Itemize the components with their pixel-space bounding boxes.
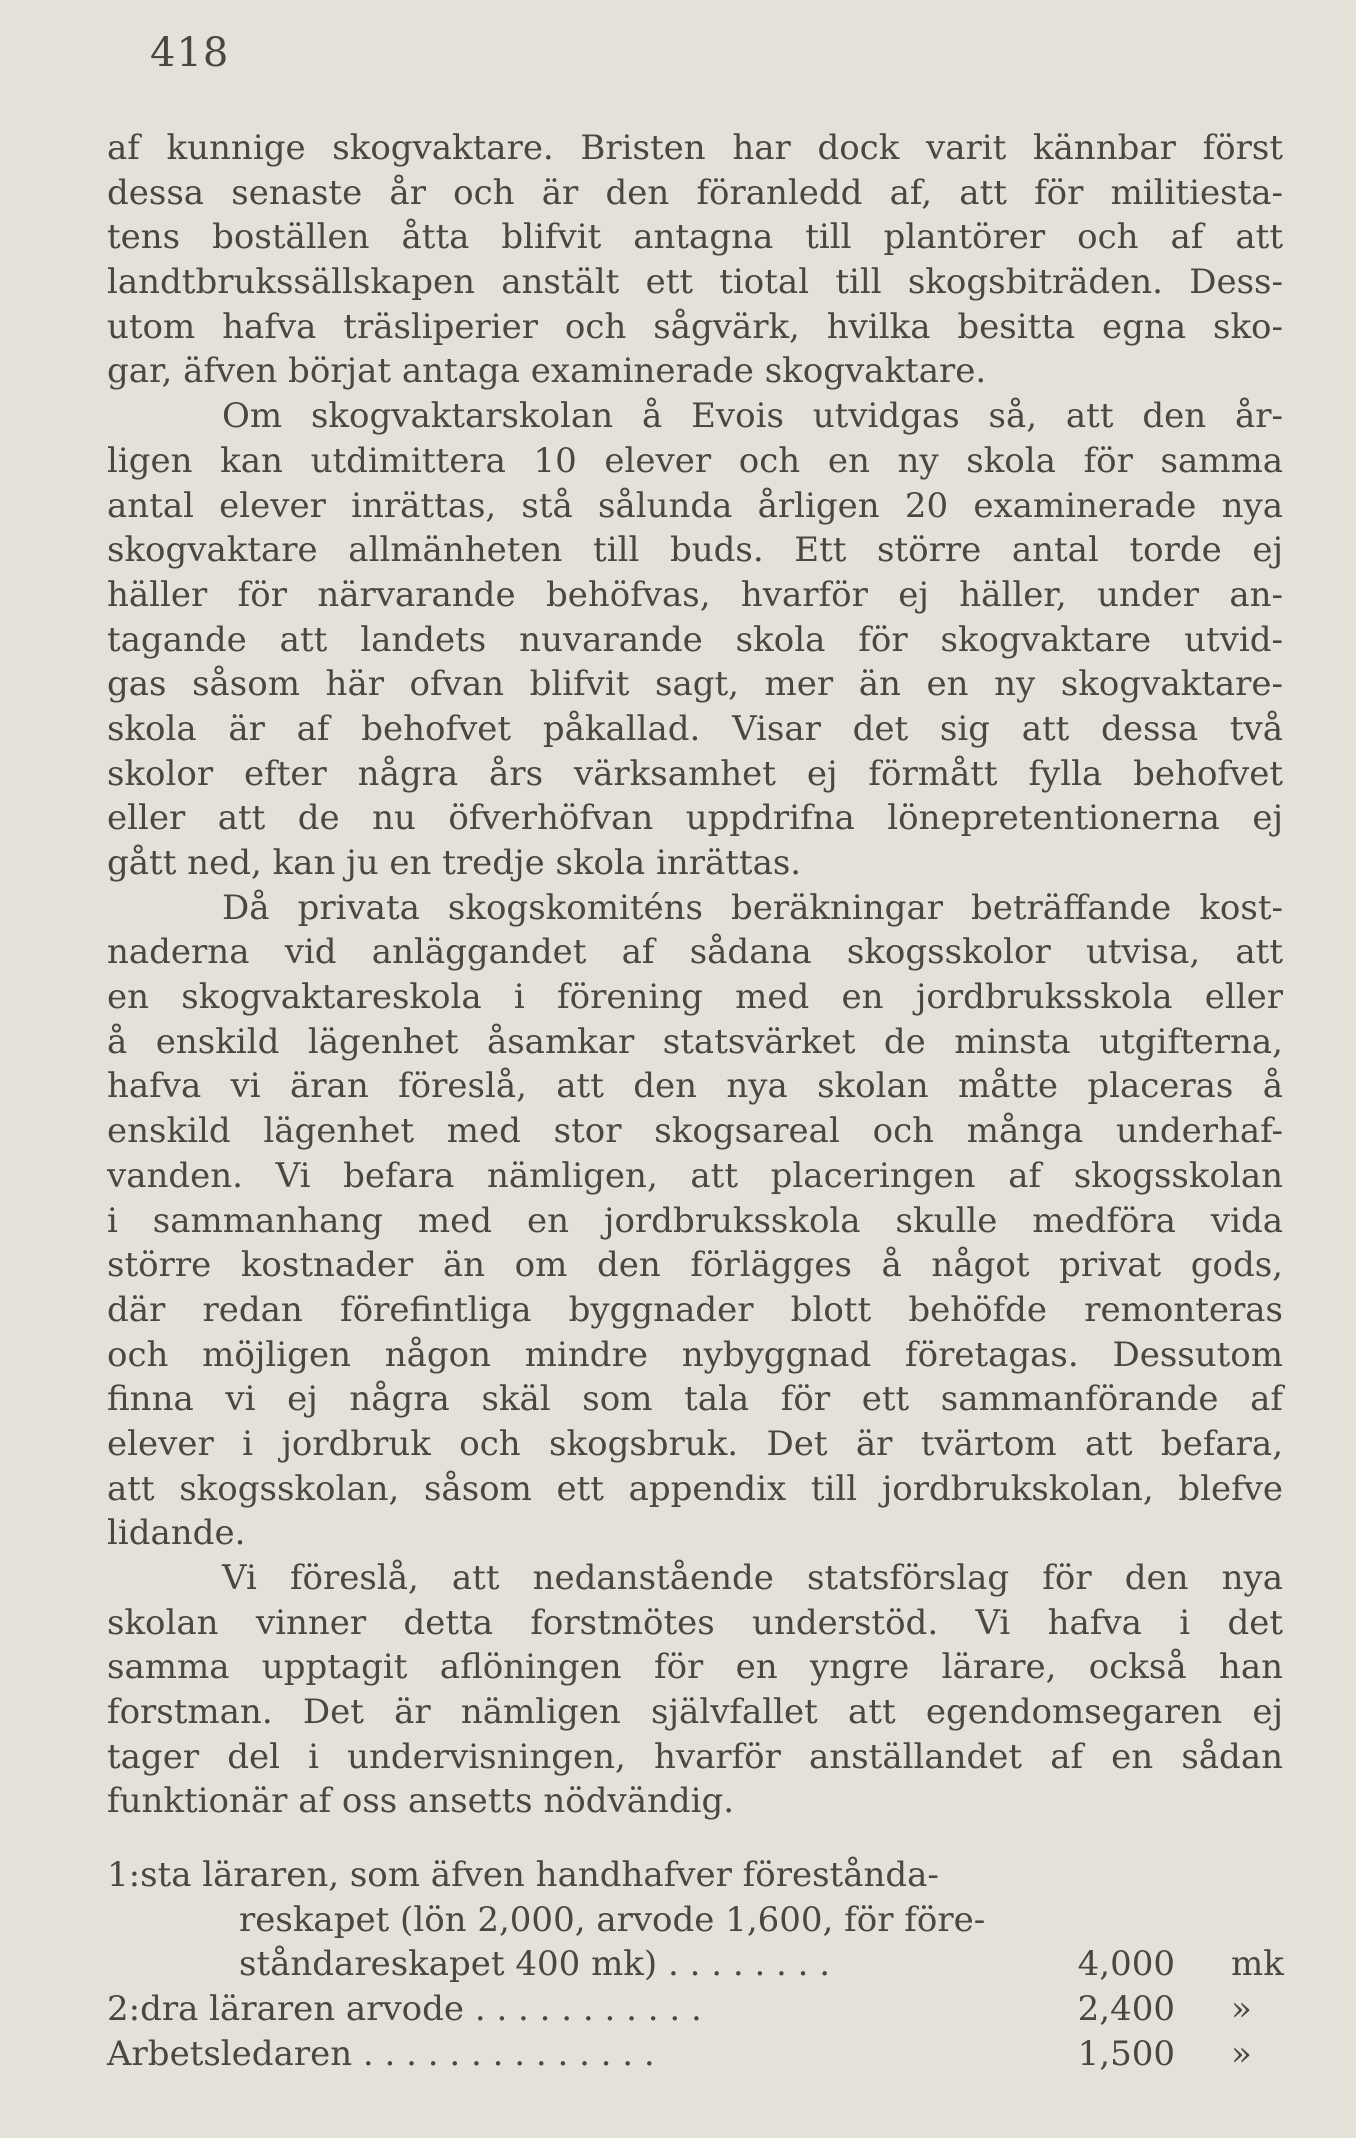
budget-unit: mk — [1231, 1944, 1284, 1985]
budget-label: Arbetsledaren . . . . . . . . . . . . . . — [107, 2033, 655, 2074]
text-line: Vi föreslå, att nedanstående statsförslag för den nya — [222, 1558, 1283, 1598]
text-line: skolan vinner detta forstmötes understöd. Vi hafva i det — [107, 1602, 1283, 1643]
text-line: elever i jordbruk och skogsbruk. Det är tvärtom att befara, — [107, 1423, 1283, 1464]
budget-unit: » — [1231, 1989, 1252, 2030]
text-line: gått ned, kan ju en tredje skola inrättas. — [107, 843, 802, 883]
text-line: ligen kan utdimittera 10 elever och en ny skola för samma — [107, 440, 1283, 481]
budget-row — [107, 1898, 1283, 1943]
budget-label: 1:sta läraren, som äfven handhafver förestånda- — [107, 1855, 939, 1895]
text-line: skolor efter några års värksamhet ej förmått fylla behofvet — [107, 753, 1283, 794]
text-line: landtbrukssällskapen anstält ett tiotal till skogsbiträden. Dess- — [107, 262, 1283, 303]
text-line: lidande. — [107, 1513, 246, 1554]
text-line: utom hafva träsliperier och sågvärk, hvilka besitta egna sko- — [107, 306, 1283, 347]
text-line: hafva vi äran föreslå, att den nya skolan måtte placeras å — [107, 1066, 1283, 1107]
text-line: enskild lägenhet med stor skogsareal och många underhaf- — [107, 1111, 1283, 1152]
text-line: Om skogvaktarskolan å Evois utvidgas så, att den år- — [222, 396, 1283, 437]
text-line: forstman. Det är nämligen självfallet att egendomsegaren ej — [107, 1692, 1283, 1733]
budget-row — [107, 1942, 1283, 1987]
text-line: gar, äfven börjat antaga examinerade skogvaktare. — [107, 351, 987, 392]
text-line: skola är af behofvet påkallad. Visar det sig att dessa två — [107, 708, 1283, 749]
budget-label: ståndareskapet 400 mk) . . . . . . . . — [239, 1944, 831, 1985]
budget-label: 2:dra läraren arvode . . . . . . . . . . . — [107, 1989, 702, 2030]
text-line: å enskild lägenhet åsamkar statsvärket de minsta utgifterna, — [107, 1021, 1283, 1062]
text-line: antal elever inrättas, stå sålunda årligen 20 examinerade nya — [107, 485, 1283, 526]
text-line: finna vi ej några skäl som tala för ett sammanförande af — [107, 1379, 1283, 1420]
text-line: naderna vid anläggandet af sådana skogsskolor utvisa, att — [107, 932, 1283, 973]
text-line: tens boställen åtta blifvit antagna till plantörer och af att — [107, 217, 1283, 258]
budget-unit: » — [1231, 2033, 1252, 2074]
text-line: samma upptagit aflöningen för en yngre lärare, också han — [107, 1647, 1283, 1688]
budget-row — [107, 2032, 1283, 2077]
text-line: att skogsskolan, såsom ett appendix till jordbrukskolan, blefve — [107, 1468, 1283, 1509]
text-line: gas såsom här ofvan blifvit sagt, mer än en ny skogvaktare- — [107, 664, 1283, 705]
text-line: skogvaktare allmänheten till buds. Ett större antal torde ej — [107, 530, 1283, 571]
body-text — [107, 126, 1283, 1824]
budget-row — [107, 1853, 1283, 1898]
text-line: funktionär af oss ansetts nödvändig. — [107, 1781, 735, 1822]
text-line: Då privata skogskomiténs beräkningar beträffande kost- — [222, 887, 1283, 928]
text-line: tager del i undervisningen, hvarför anställandet af en sådan — [107, 1736, 1283, 1777]
text-line: häller för närvarande behöfvas, hvarför ej häller, under an- — [107, 574, 1283, 615]
text-line: vanden. Vi befara nämligen, att placeringen af skogsskolan — [107, 1155, 1283, 1196]
text-line: där redan förefintliga byggnader blott behöfde remonteras — [107, 1289, 1283, 1330]
text-line: och möjligen någon mindre nybyggnad företagas. Dessutom — [107, 1334, 1283, 1375]
budget-amount: 2,400 — [1077, 1989, 1175, 2030]
text-line: eller att de nu öfverhöfvan uppdrifna lönepretentionerna ej — [107, 798, 1283, 839]
budget-row — [107, 1987, 1283, 2032]
budget-table — [107, 1853, 1283, 2076]
text-line: af kunnige skogvaktare. Bristen har dock varit kännbar först — [107, 128, 1283, 168]
budget-amount: 1,500 — [1077, 2033, 1175, 2074]
budget-amount: 4,000 — [1077, 1944, 1175, 1985]
text-line: i sammanhang med en jordbruksskola skulle medföra vida — [107, 1200, 1283, 1241]
page-number: 418 — [150, 30, 230, 76]
text-line: en skogvaktareskola i förening med en jordbruksskola eller — [107, 977, 1283, 1018]
text-line: tagande att landets nuvarande skola för skogvaktare utvid- — [107, 619, 1283, 660]
text-line: större kostnader än om den förlägges å något privat gods, — [107, 1245, 1283, 1286]
budget-label: reskapet (lön 2,000, arvode 1,600, för före- — [239, 1899, 986, 1940]
text-line: dessa senaste år och är den föranledd af, att för militiesta- — [107, 172, 1283, 213]
